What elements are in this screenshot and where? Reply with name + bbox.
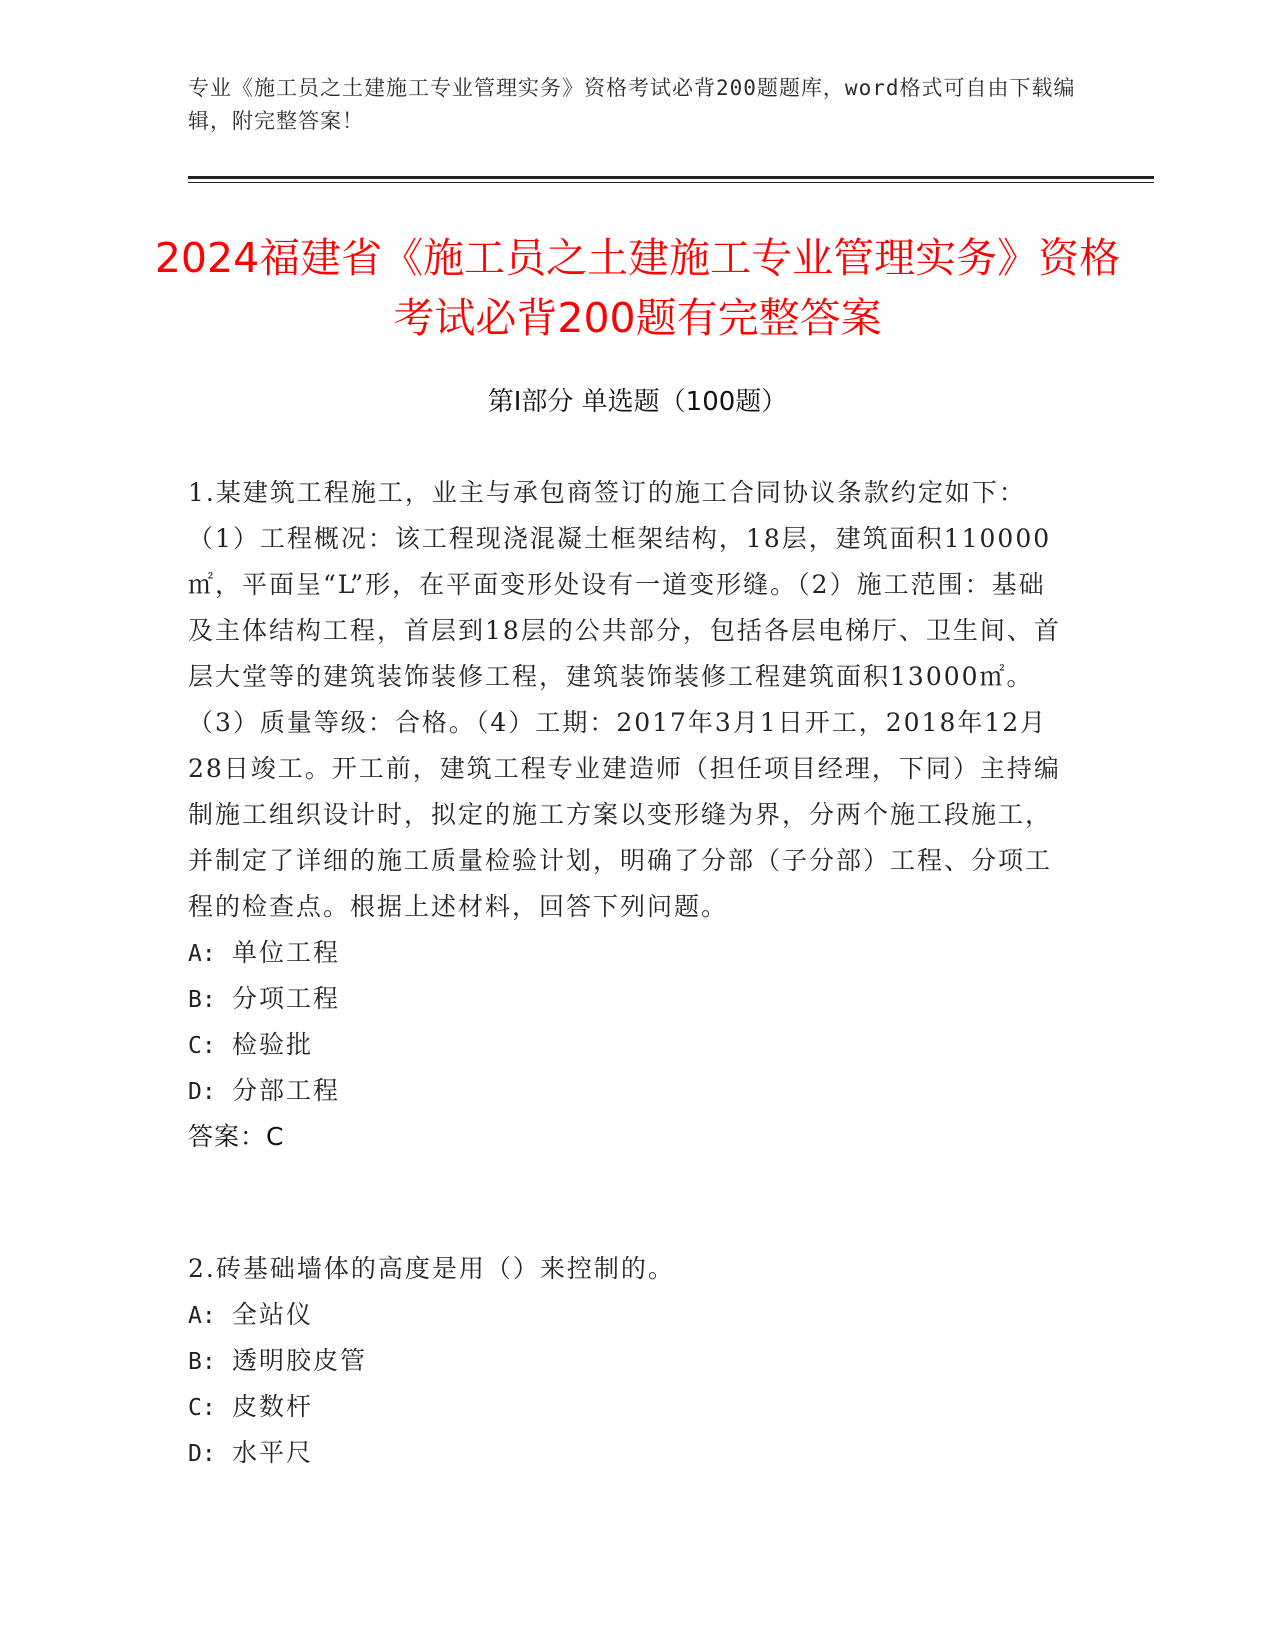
- option-key: B:: [188, 987, 216, 1013]
- document-title: 2024福建省《施工员之土建施工专业管理实务》资格考试必背200题有完整答案: [154, 234, 1121, 342]
- option-text: 分项工程: [232, 984, 341, 1013]
- option-text: 检验批: [232, 1030, 314, 1059]
- option-b: [188, 1338, 1068, 1384]
- option-d: [188, 1430, 1068, 1476]
- option-key: B:: [188, 1349, 216, 1375]
- option-key: D:: [188, 1441, 216, 1467]
- option-text: 单位工程: [232, 938, 341, 967]
- question-stem: 2.砖基础墙体的高度是用（）来控制的。: [188, 1254, 675, 1283]
- option-key: A:: [188, 941, 216, 967]
- header-note: 专业《施工员之土建施工专业管理实务》资格考试必背200题题库，word格式可自由下载编辑，附完整答案！: [188, 76, 1076, 133]
- option-text: 皮数杆: [232, 1392, 314, 1421]
- option-a: [188, 1292, 1068, 1338]
- question-1: [188, 470, 1068, 1160]
- option-key: D:: [188, 1079, 216, 1105]
- option-b: [188, 976, 1068, 1022]
- option-d: [188, 1068, 1068, 1114]
- option-text: 水平尺: [232, 1438, 314, 1467]
- section-heading: 第Ⅰ部分 单选题（100题）: [487, 387, 788, 417]
- option-a: [188, 930, 1068, 976]
- option-text: 全站仪: [232, 1300, 314, 1329]
- question-2: [188, 1246, 1068, 1476]
- option-text: 透明胶皮管: [232, 1346, 368, 1375]
- option-key: C:: [188, 1033, 216, 1059]
- answer: 答案：C: [188, 1122, 285, 1151]
- header-divider-thick: [188, 176, 1154, 179]
- option-c: [188, 1022, 1068, 1068]
- option-key: C:: [188, 1395, 216, 1421]
- question-stem: 1.某建筑工程施工，业主与承包商签订的施工合同协议条款约定如下：（1）工程概况：该工程现浇混凝土框架结构，18层，建筑面积110000㎡，平面呈“L”形，在平面变形处设有一道变形缝。（2）施工范围：基础及主体结构工程，首层到18层的公共部分，包括各层电梯厅、卫生间、首层大堂等的建筑装饰装修工程，建筑装饰装修工程建筑面积13000㎡。（3）质量等级：合格。（4）工期：2017年3月1日开工，2018年12月28日竣工。开工前，建筑工程专业建造师（担任项目经理，下同）主持编制施工组织设计时，拟定的施工方案以变形缝为界，分两个施工段施工，并制定了详细的施工质量检验计划，明确了分部（子分部）工程、分项工程的检查点。根据上述材料，回答下列问题。: [188, 478, 1061, 921]
- header-divider-thin: [188, 182, 1154, 183]
- option-c: [188, 1384, 1068, 1430]
- option-key: A:: [188, 1303, 216, 1329]
- option-text: 分部工程: [232, 1076, 341, 1105]
